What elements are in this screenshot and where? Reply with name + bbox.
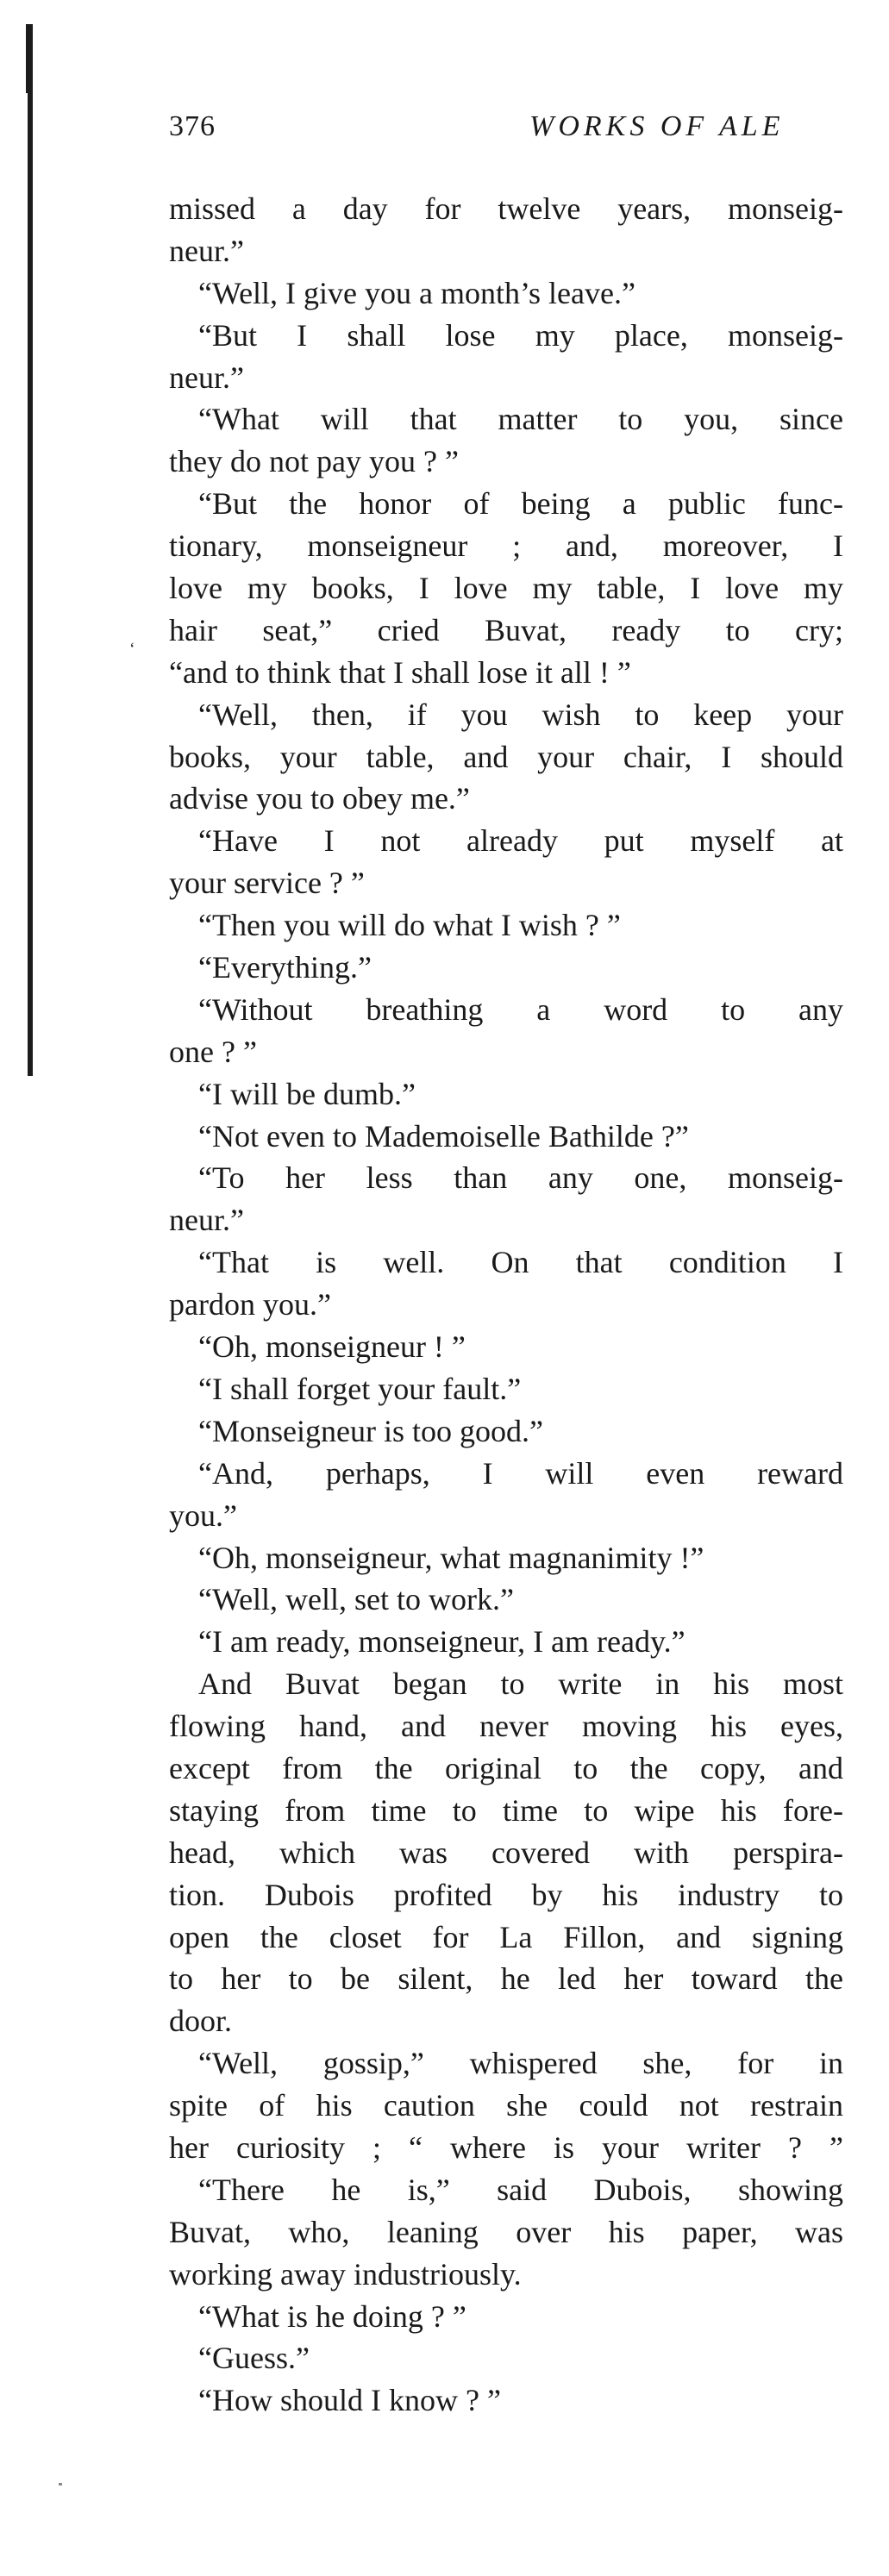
- text-line: “Guess.”: [198, 2341, 310, 2376]
- text-line: tion. Dubois profited by his industry to: [169, 1877, 843, 1912]
- text-line: “Oh, monseigneur, what magnanimity !”: [198, 1540, 704, 1575]
- text-line: “That is well. On that condition I: [198, 1245, 843, 1280]
- text-line: “Well, I give you a month’s leave.”: [198, 275, 635, 310]
- text-line: “There he is,” said Dubois, showing: [198, 2172, 843, 2207]
- text-line: to her to be silent, he led her toward the: [169, 1961, 843, 1997]
- text-line: head, which was covered with perspira-: [169, 1835, 843, 1870]
- text-line: missed a day for twelve years, monseig-: [169, 191, 843, 226]
- text-line: one ? ”: [169, 1034, 257, 1069]
- text-line: “And, perhaps, I will even reward: [198, 1455, 843, 1491]
- text-line: “I will be dumb.”: [198, 1076, 416, 1111]
- text-line: neur.”: [169, 1203, 244, 1238]
- text-line: “How should I know ? ”: [198, 2383, 501, 2418]
- text-line: “But the honor of being a public func-: [198, 486, 843, 522]
- text-line: “Without breathing a word to any: [198, 991, 843, 1027]
- text-line: door.: [169, 2004, 233, 2039]
- text-line: neur.”: [169, 233, 244, 268]
- text-line: “What is he doing ? ”: [198, 2298, 466, 2334]
- text-line: “Well, well, set to work.”: [198, 1582, 514, 1617]
- text-line: “Then you will do what I wish ? ”: [198, 908, 621, 943]
- running-head: WORKS OF ALE: [529, 110, 785, 142]
- text-line: “Not even to Mademoiselle Bathilde ?”: [198, 1118, 689, 1154]
- text-line: flowing hand, and never moving his eyes,: [169, 1709, 843, 1744]
- text-line: “What will that matter to you, since: [198, 402, 843, 437]
- body-text: [169, 188, 843, 2422]
- text-line: “I am ready, monseigneur, I am ready.”: [198, 1624, 686, 1660]
- text-line: working away industriously.: [169, 2256, 522, 2292]
- text-line: “and to think that I shall lose it all ! ”: [169, 654, 631, 690]
- text-line: staying from time to time to wipe his fore-: [169, 1792, 843, 1828]
- text-line: “To her less than any one, monseig-: [198, 1160, 843, 1196]
- text-line: hair seat,” cried Buvat, ready to cry;: [169, 612, 843, 647]
- text-line: tionary, monseigneur ; and, moreover, I: [169, 528, 843, 564]
- text-line: “Well, then, if you wish to keep your: [198, 697, 843, 732]
- text-line: And Buvat began to write in his most: [198, 1666, 843, 1702]
- text-line: except from the original to the copy, and: [169, 1750, 843, 1785]
- page-binding-edge-top: [26, 24, 28, 93]
- margin-mark: ‘: [129, 640, 135, 659]
- page-binding-edge: [28, 24, 33, 1076]
- text-line: “But I shall lose my place, monseig-: [198, 317, 843, 353]
- text-line: advise you to obey me.”: [169, 781, 470, 816]
- text-line: spite of his caution she could not restrain: [169, 2088, 843, 2123]
- text-line: her curiosity ; “ where is your writer ? ”: [169, 2129, 843, 2165]
- text-line: “I shall forget your fault.”: [198, 1371, 522, 1406]
- text-line: you.”: [169, 1497, 237, 1533]
- text-line: “Well, gossip,” whispered she, for in: [198, 2046, 843, 2081]
- page-number: 376: [169, 110, 216, 142]
- text-line: they do not pay you ? ”: [169, 444, 459, 479]
- page-header: [169, 110, 889, 153]
- text-line: “Monseigneur is too good.”: [198, 1413, 543, 1448]
- text-line: Buvat, who, leaning over his paper, was: [169, 2214, 843, 2249]
- text-line: neur.”: [169, 360, 244, 395]
- text-line: your service ? ”: [169, 866, 365, 901]
- text-line: pardon you.”: [169, 1287, 331, 1322]
- text-line: “Have I not already put myself at: [198, 823, 843, 859]
- text-line: books, your table, and your chair, I should: [169, 739, 843, 774]
- text-line: “Oh, monseigneur ! ”: [198, 1329, 466, 1365]
- scan-speck: [59, 2483, 62, 2485]
- text-line: open the closet for La Fillon, and signing: [169, 1919, 843, 1954]
- text-line: “Everything.”: [198, 950, 372, 985]
- text-line: love my books, I love my table, I love my: [169, 571, 843, 606]
